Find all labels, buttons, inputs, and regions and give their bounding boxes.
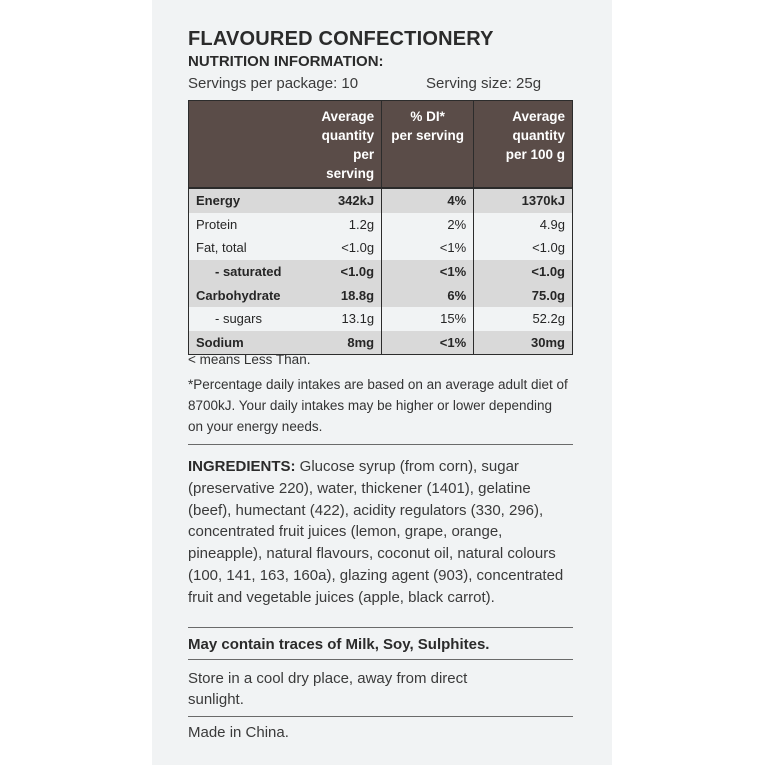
nutrient-name: Energy <box>189 188 301 213</box>
nutrient-name: - sugars <box>215 311 262 327</box>
header-per-100g <box>474 101 573 189</box>
country-of-origin: Made in China. <box>188 724 289 741</box>
nutrition-table <box>188 100 573 355</box>
header-line: % DI* <box>410 109 445 124</box>
table-row <box>189 283 573 307</box>
header-line: quantity <box>321 128 375 143</box>
table-row <box>189 236 573 260</box>
table-row <box>189 213 573 237</box>
table-row <box>189 188 573 213</box>
divider <box>188 716 573 717</box>
nutrient-name: Protein <box>196 216 238 232</box>
table-row <box>189 260 573 284</box>
nutrient-name: Carbohydrate <box>189 283 301 307</box>
per-serving-value: <1.0g <box>301 260 382 284</box>
daily-intake-value: <1% <box>382 260 474 284</box>
header-line: Average <box>512 109 565 124</box>
per-100g-value: 1370kJ <box>474 188 573 213</box>
daily-intake-value: 6% <box>382 283 474 307</box>
header-line: quantity <box>512 128 565 143</box>
daily-intake-value: <1% <box>382 236 474 260</box>
storage-instructions: Store in a cool dry place, away from direct sunlight. <box>188 670 468 708</box>
per-100g-value: <1.0g <box>474 260 573 284</box>
header-line: per 100 g <box>505 147 565 162</box>
header-line: per serving <box>326 147 375 181</box>
per-100g-value: 30mg <box>474 331 573 355</box>
nutrient-name: Sodium <box>189 331 301 355</box>
allergen-statement: May contain traces of Milk, Soy, Sulphites. <box>188 636 490 653</box>
nutrient-name: - saturated <box>189 260 301 284</box>
per-serving-value: <1.0g <box>301 236 382 260</box>
per-serving-value: 342kJ <box>301 188 382 213</box>
daily-intake-value: 15% <box>382 307 474 331</box>
header-per-serving <box>301 101 382 189</box>
less-than-note: < means Less Than. <box>188 352 311 367</box>
ingredients-block <box>188 456 578 609</box>
per-serving-value: 18.8g <box>301 283 382 307</box>
divider <box>188 659 573 660</box>
daily-intake-value: 4% <box>382 188 474 213</box>
per-100g-value: 52.2g <box>532 311 565 327</box>
daily-intake-note: *Percentage daily intakes are based on an average adult diet of 8700kJ. Your daily intakes may be higher or lower depending on your energy needs. <box>188 377 568 434</box>
header-nutrient <box>189 101 301 189</box>
nutrition-heading: NUTRITION INFORMATION: <box>188 53 384 70</box>
ingredients-label: INGREDIENTS: <box>188 458 296 475</box>
header-line: Average <box>321 109 375 124</box>
nutrition-table-header <box>189 101 573 189</box>
per-100g-value: <1.0g <box>532 240 565 256</box>
daily-intake-value: <1% <box>382 331 474 355</box>
header-daily-intake <box>382 101 474 189</box>
per-serving-value: 1.2g <box>301 213 382 237</box>
serving-size: Serving size: 25g <box>426 75 542 92</box>
ingredients-text: Glucose syrup (from corn), sugar (preservative 220), water, thickener (1401), gelatine (beef), humectant (422), acidity regulators (330, 296), concentrated fruit juices (lemon, grape, orange, pineapple), natural flavours, coconut oil, natural colours (100, 141, 163, 160a), glazing agent (903), concentrated fruit and vegetable juices (apple, black carrot). <box>188 458 564 606</box>
per-serving-value: 8mg <box>301 331 382 355</box>
per-serving-value: 13.1g <box>301 307 382 331</box>
divider <box>188 627 573 628</box>
daily-intake-value: 2% <box>382 213 474 237</box>
per-100g-value: 75.0g <box>474 283 573 307</box>
per-100g-value: 4.9g <box>539 216 565 232</box>
header-line: per serving <box>391 128 465 143</box>
divider <box>188 444 573 445</box>
table-row <box>189 307 573 331</box>
nutrient-name: Fat, total <box>196 240 247 256</box>
servings-per-package: Servings per package: 10 <box>188 75 359 92</box>
product-title: FLAVOURED CONFECTIONERY <box>188 28 494 50</box>
